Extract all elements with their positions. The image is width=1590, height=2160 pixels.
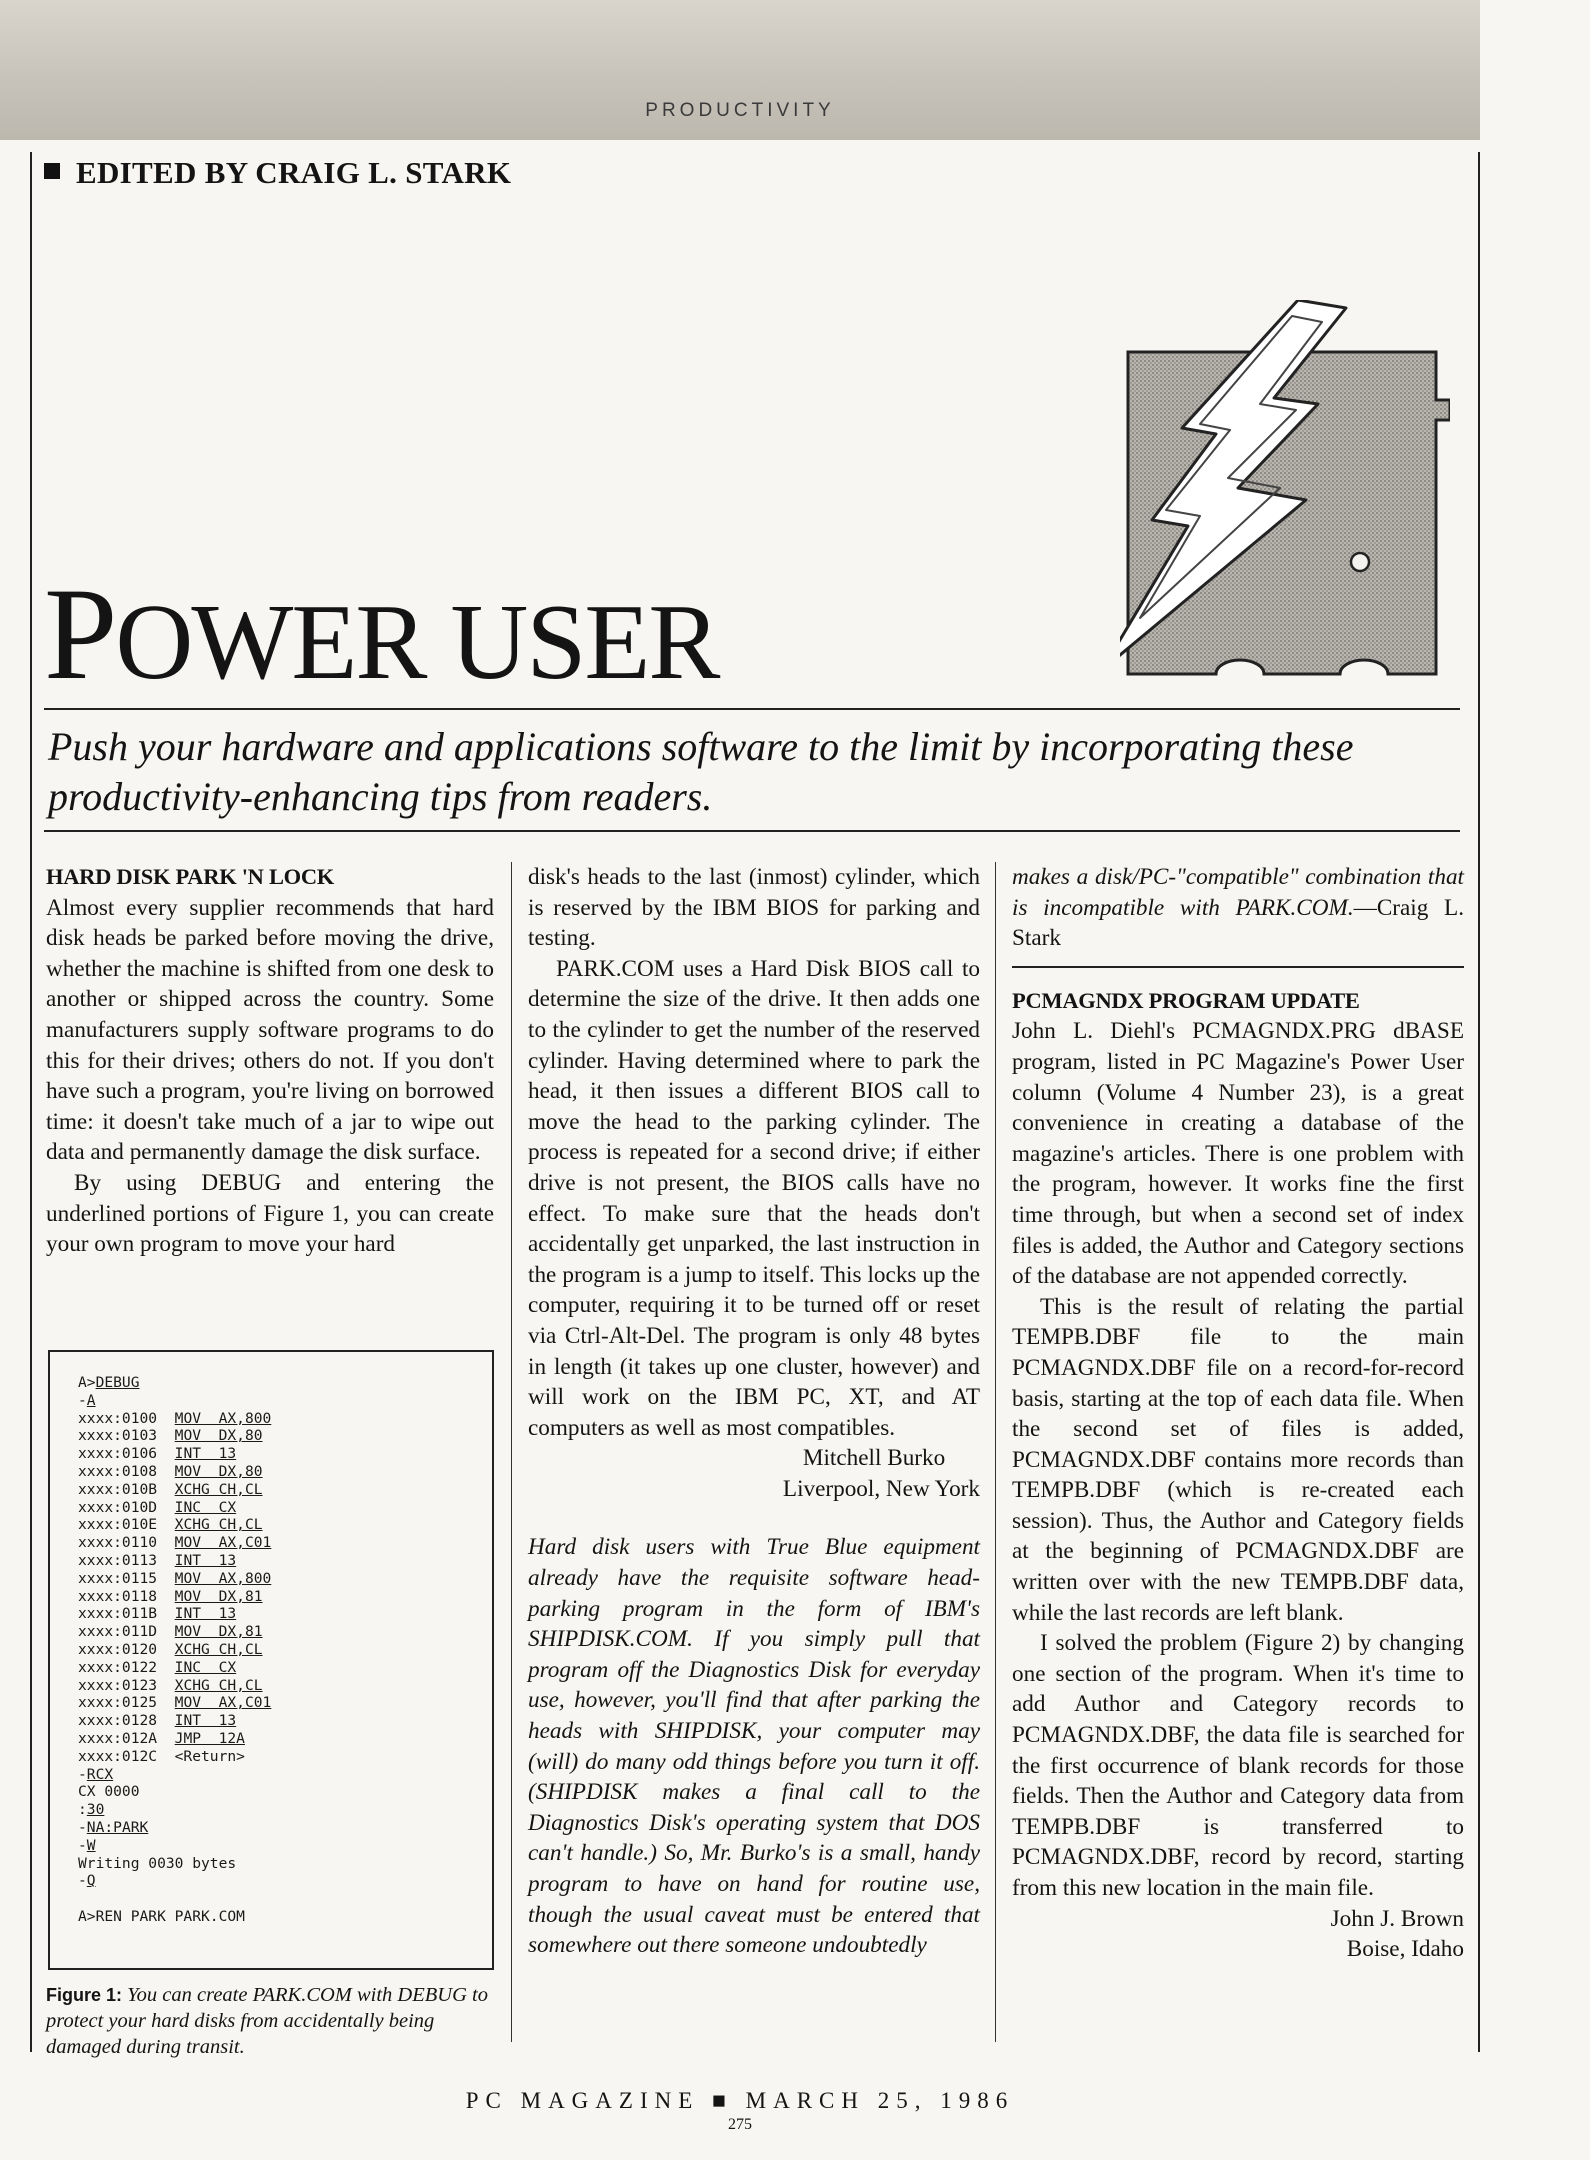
col3-paragraph-2: This is the result of relating the partial TEMPB.DBF file to the main PCMAGNDX.DBF file on a record-for-record basis, starting at the top of each data file. When the second set of files is added, PCMAGNDX.DBF contains more records than TEMPB.DBF (which is re-created each session). Thus, the Author and Category fields at the beginning of PCMAGNDX.DBF are written over with the new TEMPB.DBF data, while the last records are left blank. bbox=[1012, 1293, 1464, 1626]
figure-1-caption bbox=[46, 1982, 498, 2060]
figure-1-label: Figure 1: bbox=[46, 1985, 123, 2005]
column-rule-1 bbox=[511, 862, 512, 2042]
editor-note-end bbox=[1012, 862, 1464, 954]
article-title bbox=[44, 560, 719, 707]
location-brown: Boise, Idaho bbox=[1346, 1936, 1464, 1963]
location-burko: Liverpool, New York bbox=[782, 1475, 980, 1502]
col2-paragraph-1: disk's heads to the last (inmost) cylinder, which is reserved by the IBM BIOS for parking and testing. bbox=[528, 864, 980, 952]
hole-icon bbox=[1351, 553, 1369, 571]
bullet-icon bbox=[44, 163, 60, 179]
col1-paragraph-1: Almost every supplier recommends that hard disk heads be parked before moving the drive, whether the machine is shifted from one desk to another or shipped across the country. Some manufacturers supply software programs to do this for their drives; others do not. If you don't have such a program, you're living on borrowed time: it doesn't take much of a jar to wipe out data and permanently damage the disk surface. bbox=[46, 894, 494, 1166]
page-number: 275 bbox=[728, 2116, 752, 2133]
title-initial: P bbox=[44, 560, 116, 707]
figure-1-caption-text: You can create PARK.COM with DEBUG to protect your hard disks from accidentally being damaged during transit. bbox=[46, 1984, 488, 2058]
col2-paragraph-2: PARK.COM uses a Hard Disk BIOS call to determine the size of the drive. It then adds one to the cylinder to get the number of the reserved cylinder. Having determined where to park the head, it then issues a different BIOS call to move the head to the parking cylinder. The process is repeated for a second drive; if either drive is not present, the BIOS calls have no effect. To make sure that the heads don't accidentally get unparked, the last instruction in the program is a jump to itself. This locks up the computer, requiring it to be turned off or reset via Ctrl-Alt-Del. The program is only 48 bytes in length (it takes up one cluster, however) and will work on the IBM PC, XT, and AT computers as well as most compatibles. bbox=[528, 955, 980, 1441]
frame-right-rule bbox=[1478, 152, 1480, 2052]
column-rule-2 bbox=[995, 862, 996, 2042]
heading-hard-disk-park: HARD DISK PARK 'N LOCK bbox=[46, 864, 334, 889]
editor-credit-text: EDITED BY CRAIG L. STARK bbox=[76, 155, 512, 190]
figure-1-box bbox=[48, 1350, 494, 1970]
editor-credit bbox=[44, 155, 511, 191]
debug-listing: A>DEBUG -A xxxx:0100 MOV AX,800 xxxx:0103 MOV DX,80 xxxx:0106 INT 13 xxxx:0108 MOV DX,80 xxxx:010B XCHG CH,CL xxxx:010D INC CX xxxx:010E XCHG CH,CL xxxx:0110 MOV AX,C01 xxxx:0113 INT 13 xxxx:0115 MOV AX,800 xxxx:0118 MOV DX,81 xxxx:011B INT 13 xxxx:011D MOV DX,81 xxxx:0120 XCHG CH,CL xxxx:0122 INC CX xxxx:0123 XCHG CH,CL xxxx:0125 MOV AX,C01 xxxx:0128 INT 13 xxxx:012A JMP 12A xxxx:012C <Return> -RCX CX 0000 :30 -NA:PARK -W Writing 0030 bytes -Q A>REN PARK PARK.COM bbox=[78, 1374, 272, 1925]
col3-paragraph-1: John L. Diehl's PCMAGNDX.PRG dBASE program, listed in PC Magazine's Power User column (Volume 4 Number 23), is a great convenience in creating a database of the magazine's articles. There is one problem with the program, however. It works fine the first time through, but when a second set of index files is added, the Author and Category sections of the database are not appended correctly. bbox=[1012, 1018, 1464, 1290]
col1-paragraph-2: By using DEBUG and entering the underlined portions of Figure 1, you can create your own program to move your hard bbox=[46, 1169, 494, 1258]
column-2 bbox=[528, 862, 980, 1961]
editor-signature: —Craig L. Stark bbox=[1012, 894, 1464, 952]
floppy-lightning-illustration bbox=[1120, 300, 1450, 685]
author-brown: John J. Brown bbox=[1330, 1905, 1464, 1932]
title-rule bbox=[44, 708, 1460, 710]
col3-paragraph-3: I solved the problem (Figure 2) by changing one section of the program. When it's time to add Author and Category records to PCMAGNDX.DBF, the data file is searched for the first occurrence of blank records for those fields. Then the Author and Category data from TEMPB.DBF is transferred to PCMAGNDX.DBF, record by record, starting from this new location in the main file. bbox=[1012, 1630, 1464, 1901]
column-3-rule bbox=[1012, 966, 1464, 968]
editor-note: Hard disk users with True Blue equipment already have the requisite software head-parking program in the form of IBM's SHIPDISK.COM. If you simply pull that program off the Diagnostics Disk for everyday use, however, you'll find that after parking the heads with SHIPDISK, your computer may (will) do many odd things before you turn it off. (SHIPDISK makes a final call to the Diagnostics Disk's operating system that DOS can't handle.) So, Mr. Burko's is a small, handy program to have on hand for routine use, though the usual caveat must be entered that somewhere out there someone undoubtedly bbox=[528, 1534, 980, 1959]
author-burko bbox=[528, 1443, 980, 1474]
deck-rule bbox=[44, 830, 1460, 832]
heading-pcmagndx-update: PCMAGNDX PROGRAM UPDATE bbox=[1012, 987, 1360, 1013]
column-1 bbox=[46, 862, 494, 1260]
title-rest: OWER USER bbox=[115, 583, 719, 702]
page-footer: PC MAGAZINE ■ MARCH 25, 1986 bbox=[465, 2088, 1015, 2113]
deck-text: Push your hardware and applications software to the limit by incorporating these productivity-enhancing tips from readers. bbox=[48, 724, 1354, 819]
editor-note-end-text: makes a disk/PC-"compatible" combination that is incompatible with PARK.COM. bbox=[1012, 864, 1464, 921]
author-name: Mitchell Burko bbox=[802, 1445, 946, 1472]
frame-left-rule bbox=[30, 152, 32, 2052]
section-label: PRODUCTIVITY bbox=[645, 100, 835, 121]
column-3 bbox=[1012, 862, 1464, 1965]
